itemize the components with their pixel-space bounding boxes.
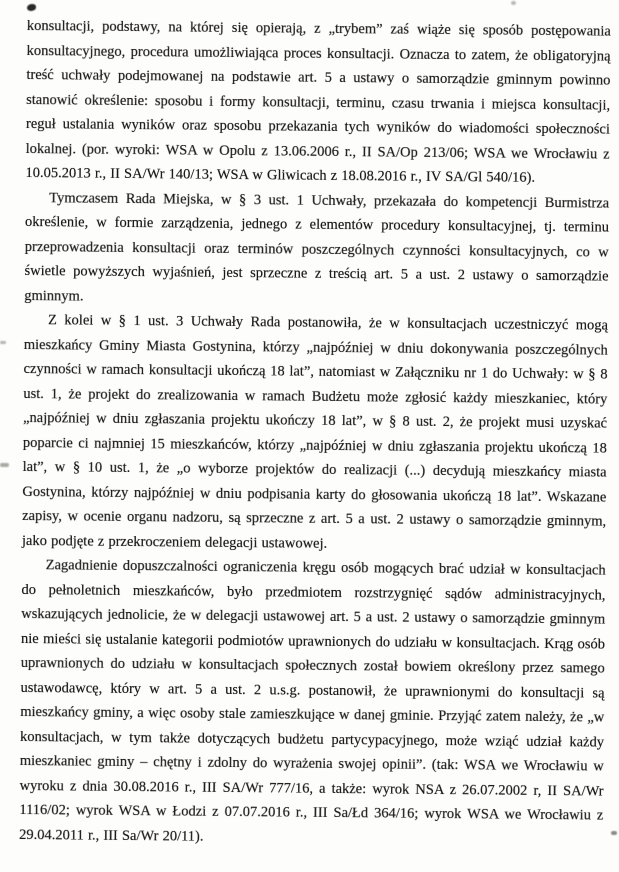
paragraph-rada-miejska: Tymczasem Rada Miejska, w § 3 ust. 1 Uchwały, przekazała do kompetencji Burmistrza określenie, w formie zarządzenia, jednego z elementów procedury konsultacyjnej, tj. terminu przeprowadzenia konsultacji oraz terminów poszczególnych czynności konsultacyjnych, co w świetle powyższych wyjaśnień, jest sprzeczne z treścią art. 5 a ust. 2 ustawy o samorządzie gminnym. (24, 189, 610, 305)
scan-speck-bottom-right (611, 831, 617, 835)
scan-speck-left-edge-lower (0, 463, 9, 467)
paragraph-tryb-konsultacji: konsultacji, podstawy, na której się opierają, z „trybem” zaś wiąże się sposób postępowania konsultacyjnego, procedura umożliwiająca proces konsultacji. Oznacza to zatem, że obligatoryjną treść uchwały podejmowanej na podstawie art. 5 a ustawy o samorządzie gminnym powinno stanowić określenie: sposobu i formy konsultacji, terminu, czasu trwania i miejsca konsultacji, reguł ustalania wyników oraz sposobu przekazania tych wyników do wiadomości społeczności lokalnej. (por. wyroki: WSA w Opolu z 13.06.2006 r., II SA/Op 213/06; WSA we Wrocławiu z 10.05.2013 r., II SA/Wr 140/13; WSA w Gliwicach z 18.08.2016 r., IV SA/Gl 540/16). (25, 17, 611, 186)
document-text-block (19, 14, 611, 853)
scan-speck-top-left (27, 4, 36, 11)
scan-speck-left-edge-upper (0, 341, 6, 344)
paragraph-zagadnienie-dopuszczalnosci: Zagadnienie dopuszczalności ograniczenia kręgu osób mogących brać udział w konsultacjach do pełnoletnich mieszkańców, było przedmiotem rozstrzygnięć sądów administracyjnych, wskazujących jednolicie, że w delegacji ustawowej art. 5 a ust. 2 ustawy o samorządzie gminnym nie mieści się ustalanie kategorii podmiotów uprawnionych do udziału w konsultacjach. Krąg osób uprawnionych do udziału w konsultacjach społecznych został bowiem określony przez samego ustawodawcę, który w art. 5 a ust. 2 u.s.g. postanowił, że uprawnionymi do konsultacji są mieszkańcy gminy, a więc osoby stale zamieszkujące w danej gminie. Przyjąć zatem należy, że „w konsultacjach, w tym także dotyczących budżetu partycypacyjnego, może wziąć udział każdy mieszkaniec gminy – chętny i zdolny do wyrażenia swojej opinii”. (tak: WSA we Wrocławiu w wyroku z dnia 30.08.2016 r., III SA/Wr 777/16, a także: wyrok NSA z 26.07.2002 r, II SA/Wr 1116/02; wyrok WSA w Łodzi z 07.07.2016 r., III Sa/Łd 364/16; wyrok WSA we Wrocławiu z 29.04.2011 r., III Sa/Wr 20/11). (19, 557, 606, 845)
paragraph-z-kolei-uchwala: Z kolei w § 1 ust. 3 Uchwały Rada postanowiła, że w konsultacjach uczestniczyć mogą mieszkańcy Gminy Miasta Gostynina, którzy „najpóźniej w dniu dokonywania poszczególnych czynności w ramach konsultacji ukończą 18 lat”, natomiast w Załączniku nr 1 do Uchwały: w § 8 ust. 1, że projekt do zrealizowania w ramach Budżetu może zgłosić każdy mieszkaniec, który „najpóźniej w dniu zgłaszania projektu ukończy 18 lat”, w § 8 ust. 2, że projekt musi uzyskać poparcie ci najmniej 15 mieszkańców, którzy „najpóźniej w dniu zgłaszania projektu ukończą 18 lat”, w § 10 ust. 1, że „o wyborze projektów do realizacji (...) decydują mieszkańcy miasta Gostynina, którzy najpóźniej w dniu podpisania karty do głosowania ukończą 18 lat”. Wskazane zapisy, w ocenie organu nadzoru, są sprzeczne z art. 5 a ust. 2 ustawy o samorządzie gminnym, jako podjęte z przekroczeniem delegacji ustawowej. (21, 312, 609, 552)
scan-speck-top-right (511, 1, 516, 5)
